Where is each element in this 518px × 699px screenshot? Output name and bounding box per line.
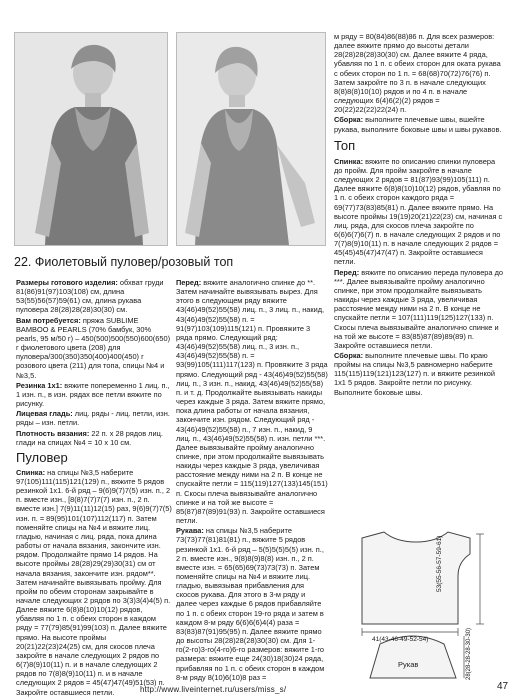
column-right (334, 32, 504, 398)
stockinette-paragraph (16, 409, 172, 427)
sleeve-label: Рукав (398, 660, 419, 669)
top-back-paragraph (334, 157, 504, 267)
sleeve-continuation: м ряду = 80(84)86(88)86 п. Для всех размеров: далее вяжите прямо до высоты детали 28(28)28(28)30(30) см. Далее вяжите 4 ряда, убавляя по 1 п. с обеих сторон для оката рукава с обеих сторон по 1 п. = 68(68)70(72)76(76) п. Затем закройте по 3 п. в начале следующих 8(8)8(8)10(10) рядов и по 4 п. в начале следующих 6(4)6(2)(2) рядов = 20(22)22(22)22(24) п. (334, 32, 501, 115)
sizes-label: Размеры готового изделия: (16, 278, 118, 287)
body-height-label: 53(55-56-57-59-61) (436, 535, 443, 592)
sizes-paragraph (16, 278, 172, 315)
stockinette-label: Лицевая гладь: (16, 409, 73, 419)
front-paragraph (176, 278, 328, 525)
photo-purple-pullover (14, 32, 168, 246)
rib-paragraph (16, 381, 172, 408)
photo-pink-top (176, 32, 326, 246)
schematic-diagram (340, 528, 510, 680)
assembly-label: Сборка: (334, 115, 364, 125)
page-number: 47 (497, 681, 509, 692)
density-label: Плотность вязания: (16, 428, 90, 438)
sleeve-text: на спицы №3,5 наберите 73(73)77(81)81(81) п., вяжите 5 рядов резинкой 1х1. 6-й ряд – 5(5)5(5)5(5) изн. п., 2 п. вместе изн., 9(8)8(9)8(8) изн. п., 2 п. вместе изн. = 65(65)69(73)73(73) п. Затем поменяйте спицы на №4 и вяжите лиц. гладью, вывязывая прибавления для скосов рукава. Для этого в 3-м ряду и далее через каждые 6 рядов прибавляйте по 1 п. с обеих сторон 19-го ряда и затем в каждом 8-м ряду 6(6)6(6)4(4) раза = 83(83)87(91)95(95) п. Далее вяжите прямо до высоты 28(28)28(28)30(30) см. Для 1-го(2-го)3-го(4-го)6-го размеров: вяжите 1-го размера: вяжите еще 24(30)18(30)24 ряда, прибавляя по 1 п. с обеих сторон в каждом 8-м ряду 8(10)6(10)8 раз = (176, 526, 325, 682)
density-paragraph (16, 429, 172, 447)
body-piece-outline (362, 532, 470, 624)
pullover-heading: Пуловер (16, 449, 68, 465)
rib-label: Резинка 1х1: (16, 380, 63, 390)
top-front-paragraph (334, 268, 504, 350)
back-text: на спицы №3,5 наберите 97(105)111(115)121(129) п., вяжите 5 рядов резинкой 1х1. 6-й ряд – 9(6)9(7)7(5) изн. п., 2 п. вместе изн., [8(8)7(7)7(7) изн. п., 2 п. вместе изн.] 7(9)11(11)12(15) раз, 9(6)9(7)7(5) изн. п. = 89(95)101(107)112(117) п. Затем поменяйте спицы на №4 и вяжите лиц. гладью, начиная с лиц. ряда, пока длина работы от начала вязания, закончите изн. рядом. Продолжайте прямо 14 рядов. На высоте проймы 28(28)29(29)30(31) см от начала вязания, закончите изн. рядом**. Затем начинайте вывязывать пройму. Для пройм по обеим сторонам закрывайте в начале следующих 2 рядов по 3(3)3(4)4(5) п. Далее вяжите 6(8)8(10)10(12) рядов, убавляя по 1 п. с обеих сторон в каждом ряду = 77(79)85(91)99(103) п. Далее вяжите прямо. На высоте проймы 20(21)22(23)24(25) см, для скосов плеча закройте в начале следующих 2 рядов по 6(7)8(9)10(11) п. и в начале следующих 2 рядов по 7(8)8(9)10(11) п. и в начале следующих 2 рядов = 45(47)47(49)51(53) п. Закройте оставшиеся петли. (16, 467, 172, 697)
pattern-title: 22. Фиолетовый пуловер/розовый топ (14, 255, 234, 269)
front-text: вяжите аналогично спинке до **. Затем начинайте вывязывать вырез. Для этого в следующем ряду вяжите 43(46)49(52)55(58) лиц. п., 3 лиц. п., накид, 43(46)49(52)55(58) п. = 91(97)103(109)115(121) п. Провяжите 3 ряда прямо. Следующий ряд: 43(46)49(52)55(58) лиц. п., 3 изн. п., 43(46)49(52)55(58) п. = 93(99)105(111)117(123) п. Провяжите 3 ряда прямо. Следующий ряд - 43(46)49(52)55(58) лиц. п., 3 изн. п., накид, 43(46)49(52)55(58) п. и т. д. Продолжайте вывязывать накиды через каждые 3 ряда. Затем вяжите прямо, пока длина работы от начала вязания, закончите изн. рядом. Следующий ряд - 43(46)49(52)55(58) п., 7 изн. п., накид, 9 лиц. п., 43(46)49(52)55(58) п. изн. петли ***. Далее вывязывайте пройму аналогично спинке, при этом продолжайте вывязывать накиды через каждые 3 ряда, увеличивая расстояние между ними на 2 п. В конце не спускайте петли = 115(119)127(133)145(151) п. Скосы плеча вывязывайте аналогично спинке и на той же высоте = 85(87)87(89)91(93) п. Закройте оставшиеся петли. (176, 278, 328, 526)
density-text: 22 п. x 28 рядов лиц. глади на спицах №4 = 10 x 10 см. (16, 428, 163, 447)
source-url[interactable]: http://www.liveinternet.ru/users/miss_s/ (140, 685, 287, 694)
assembly-paragraph (334, 115, 504, 133)
sizes-text: обхват груди 81(86)91(97)103(108) см, длина 53(55)56(57)59(61) см, длина рукава пуловера 28(28)28(28)30(30) см. (16, 278, 164, 315)
back-paragraph (16, 468, 172, 697)
sleeve-label: Рукава: (176, 526, 204, 536)
top-back-text: вяжите по описанию спинки пуловера до пройм. Для пройм закройте в начале следующих 2 рядов = 81(87)93(99)105(111) п. Далее вяжите 6(8)8(10)10(12) рядов, убавляя по 1 п. с обеих сторон каждого ряда = 69(77)73(83)85(81) п. Далее вяжите прямо. На высоте проймы 19(19)20(21)22(23) см, начиная с лиц. ряда, для скосов плеча закройте по 6(6)6(7)6(7) п. в начале следующих 2 рядов и по 7(7)8(9)10(11) п. в начале следующих 2 рядов = 45(45)45(47)47(47) п. Закройте оставшиеся петли. (334, 156, 503, 267)
top-front-text: вяжите по описанию переда пуловера до ***. Далее вывязывайте пройму аналогично спинке, при этом продолжайте вывязывать накиды через каждые 3 ряда, увеличивая расстояние между ними на 2 п. В конце не спускайте петли = 107(111)119(125)127(133) п. Скосы плеча вывязывайте аналогично спинке и на той же высоте = 83(85)87(89)89(89) п. Закройте оставшиеся петли. (334, 267, 503, 350)
top-back-label: Спинка: (334, 156, 364, 166)
top-assembly-text: выполните плечевые швы. По краю проймы на спицы №3,5 равномерно наберите 115(115)119(121)123(127) п. и вяжите резинкой 1х1 5 рядов. Закройте петли по рисунку. Выполните боковые швы. (334, 351, 496, 397)
back-label: Спинка: (16, 467, 46, 477)
sleeve-paragraph (176, 526, 328, 682)
top-front-label: Перед: (334, 267, 360, 277)
top-assembly-paragraph (334, 351, 504, 397)
assembly-text: выполните плечевые швы, вшейте рукава, выполните боковые швы и швы рукавов. (334, 115, 502, 134)
column-left (16, 278, 172, 698)
materials-label: Вам потребуется: (16, 315, 81, 325)
stockinette-text: лиц. ряды - лиц. петли, изн. ряды – изн. петли. (16, 409, 170, 428)
top-heading: Топ (334, 137, 356, 153)
top-assembly-label: Сборка: (334, 351, 364, 360)
body-width-label: 41(43-46-49-52-54) (372, 636, 429, 643)
sleeve-height-label: 28(28-28-28-30-30) (466, 627, 472, 680)
materials-paragraph (16, 316, 172, 380)
column-middle (176, 278, 328, 683)
materials-text: пряжа SUBLIME BAMBOO & PEARLS (70% бамбук, 30% pearls, 95 м/50 г) – 450(500)500(550)600(650) г фиолетового цвета (208) для пуловера/300(350)350(400)400(450) г розового цвета (211) для топа, спицы №4 и №3,5. (16, 315, 171, 380)
front-label: Перед: (176, 278, 202, 287)
rib-text: вяжите попеременно 1 лиц. п., 1 изн. п., в изн. рядах все петли вяжите по рисунку. (16, 380, 170, 409)
